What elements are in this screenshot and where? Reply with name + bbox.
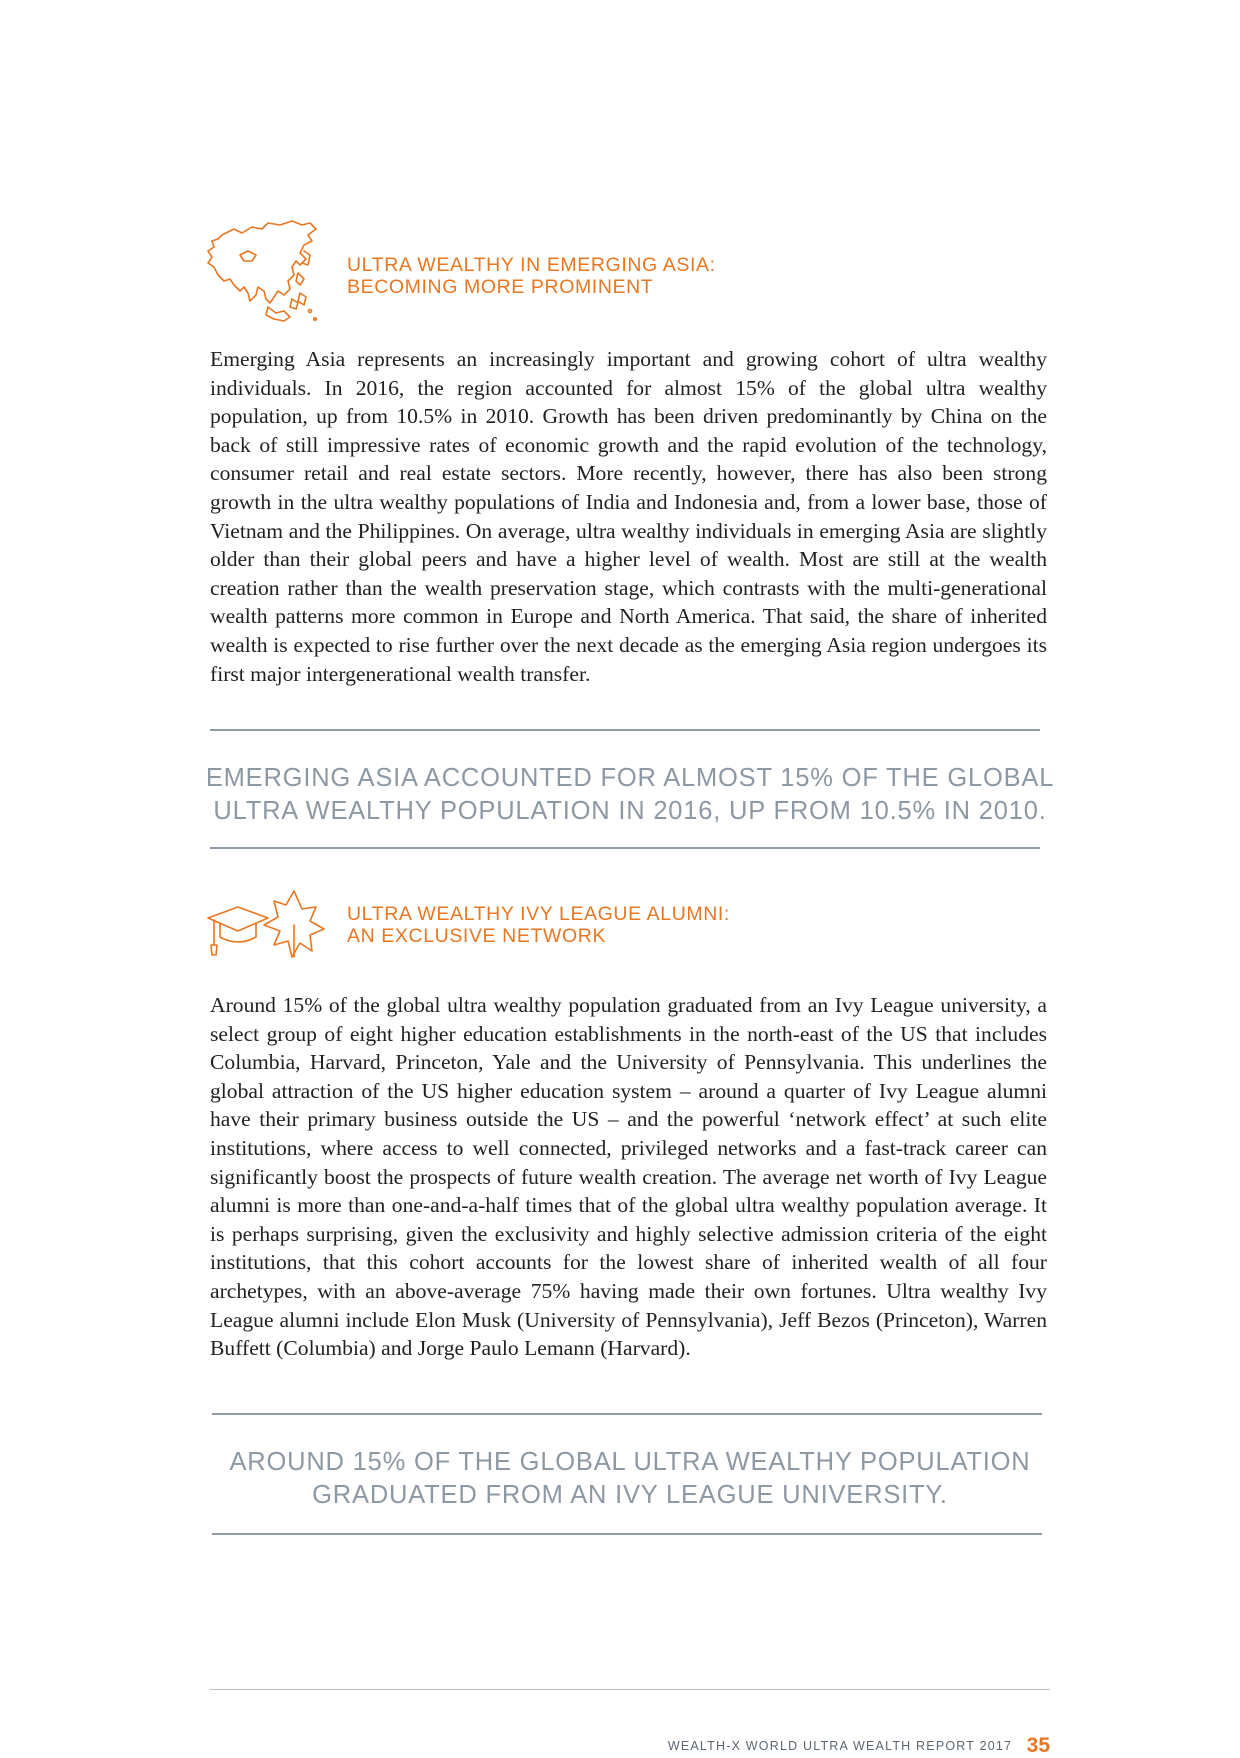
footer-divider: [210, 1689, 1050, 1690]
section-title-line: BECOMING MORE PROMINENT: [347, 276, 654, 298]
divider: [210, 847, 1040, 849]
divider: [210, 729, 1040, 731]
section-header-emerging-asia: [200, 215, 1060, 325]
graduation-cap-icon: [208, 907, 268, 955]
section-header-ivy-league: [200, 885, 1060, 995]
pull-quote-emerging-asia: [200, 762, 1060, 828]
body-paragraph-emerging-asia: Emerging Asia represents an increasingly important and growing cohort of ultra wealthy individuals. In 2016, the region accounted for almost 15% of the global ultra wealthy population, up from 10.5% in 2010. Growth has been driven predominantly by China on the back of still impressive rates of economic growth and the rapid evolution of the technology, consumer retail and real estate sectors. More recently, however, there has also been strong growth in the ultra wealthy populations of India and Indonesia and, from a lower base, those of Vietnam and the Philippines. On average, ultra wealthy individuals in emerging Asia are slightly older than their global peers and have a higher level of wealth. Most are still at the wealth creation rather than the wealth preservation stage, which contrasts with the multi-generational wealth patterns more common in Europe and North America. That said, the share of inherited wealth is expected to rise further over the next decade as the emerging Asia region undergoes its first major intergenerational wealth transfer.: [210, 347, 1047, 686]
asia-map-icon: [200, 215, 325, 330]
divider: [212, 1413, 1042, 1415]
divider: [212, 1533, 1042, 1535]
report-title: WEALTH-X WORLD ULTRA WEALTH REPORT 2017: [667, 1739, 1013, 1753]
pull-quote-ivy-league: [200, 1446, 1060, 1512]
section-title-line: AN EXCLUSIVE NETWORK: [347, 925, 607, 947]
page-number: 35: [1026, 1734, 1050, 1757]
pull-quote-line: ULTRA WEALTHY POPULATION IN 2016, UP FROM 10.5% IN 2010.: [213, 797, 1047, 825]
section-title-line: ULTRA WEALTHY IN EMERGING ASIA:: [347, 254, 716, 276]
pull-quote-line: EMERGING ASIA ACCOUNTED FOR ALMOST 15% OF THE GLOBAL: [205, 764, 1055, 792]
ivy-leaf-icon: [264, 891, 324, 957]
pull-quote-line: GRADUATED FROM AN IVY LEAGUE UNIVERSITY.: [312, 1481, 948, 1509]
page-footer: [668, 1734, 1050, 1758]
body-paragraph-ivy-league: Around 15% of the global ultra wealthy population graduated from an Ivy League university, a select group of eight higher education establishments in the north-east of the US that includes Columbia, Harvard, Princeton, Yale and the University of Pennsylvania. This underlines the global attraction of the US higher education system – around a quarter of Ivy League alumni have their primary business outside the US – and the powerful ‘network effect’ at such elite institutions, where access to well connected, privileged networks and a fast-track career can significantly boost the prospects of future wealth creation. The average net worth of Ivy League alumni is more than one-and-a-half times that of the global ultra wealthy population average. It is perhaps surprising, given the exclusivity and highly selective admission criteria of the eight institutions, that this cohort accounts for the lowest share of inherited wealth of all four archetypes, with an above-average 75% having made their own fortunes. Ultra wealthy Ivy League alumni include Elon Musk (University of Pennsylvania), Jeff Bezos (Princeton), Warren Buffett (Columbia) and Jorge Paulo Lemann (Harvard).: [210, 993, 1047, 1361]
section-title-line: ULTRA WEALTHY IVY LEAGUE ALUMNI:: [347, 903, 730, 925]
pull-quote-line: AROUND 15% OF THE GLOBAL ULTRA WEALTHY POPULATION: [229, 1448, 1031, 1476]
